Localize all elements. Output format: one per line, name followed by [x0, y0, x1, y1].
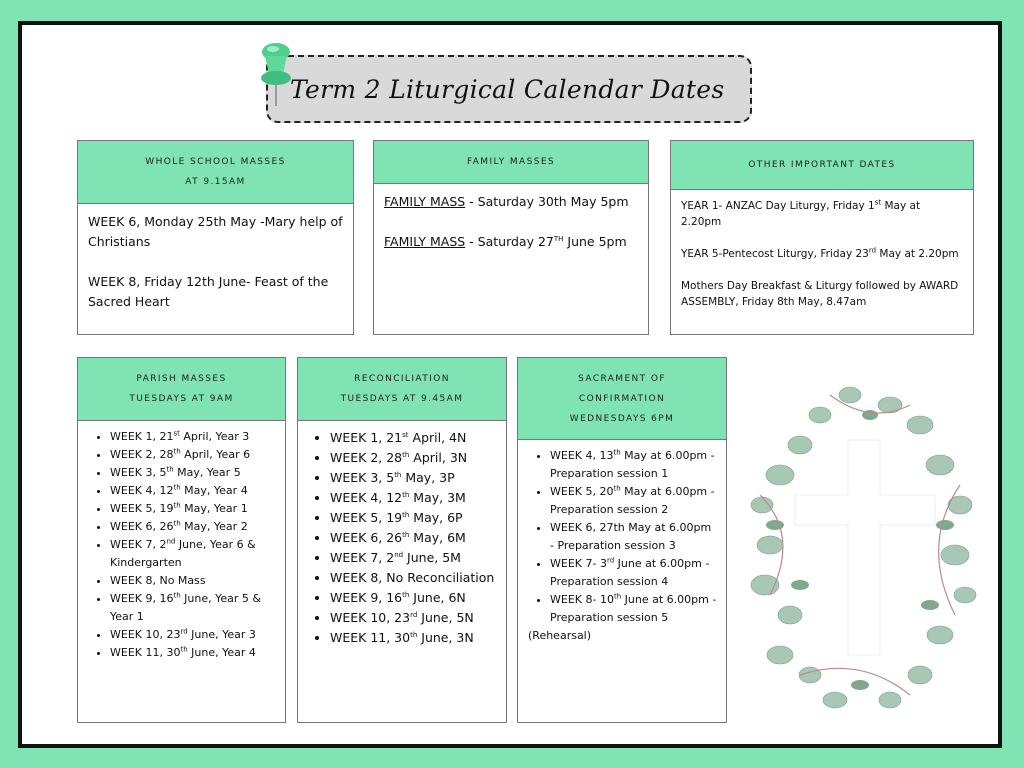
card-confirmation — [517, 357, 727, 723]
card-family-masses — [373, 140, 649, 335]
list-item: • WEEK 5, 19th May, Year 1 — [110, 500, 275, 518]
card-header — [78, 141, 353, 204]
card-header — [298, 358, 506, 421]
list-item: • WEEK 8, No Reconciliation — [330, 568, 496, 588]
list-item: • WEEK 5, 20th May at 6.00pm - Preparation session 2 — [550, 483, 718, 519]
list-item: • WEEK 1, 21st April, Year 3 — [110, 428, 275, 446]
card-body — [78, 421, 285, 670]
list-item: • WEEK 3, 5th May, Year 5 — [110, 464, 275, 482]
list-item: • WEEK 4, 13th May at 6.00pm - Preparation session 1 — [550, 447, 718, 483]
card-header — [671, 141, 973, 190]
list-item: • WEEK 7- 3rd June at 6.00pm - Preparation session 4 — [550, 555, 718, 591]
card-heading: WHOLE SCHOOL MASSES — [145, 157, 286, 167]
list-item: WEEK 6, Monday 25th May -Mary help of Christians — [88, 214, 343, 249]
parish-list — [88, 428, 275, 662]
card-heading: CONFIRMATION — [578, 393, 666, 404]
list-item: YEAR 5-Pentecost Liturgy, Friday 23rd May at 2.20pm — [681, 246, 959, 260]
card-subheading: TUESDAYS AT 9AM — [129, 394, 234, 404]
list-item: Mothers Day Breakfast & Liturgy followed by AWARD ASSEMBLY, Friday 8th May, 8.47am — [681, 280, 959, 308]
card-whole-school-masses — [77, 140, 354, 335]
card-subheading: TUESDAYS AT 9.45AM — [340, 394, 464, 404]
list-item: • WEEK 1, 21st April, 4N — [330, 428, 496, 448]
card-body — [298, 421, 506, 656]
card-other-important-dates — [670, 140, 974, 335]
card-heading: FAMILY MASSES — [466, 157, 556, 167]
list-item: • WEEK 10, 23rd June, 5N — [330, 608, 496, 628]
card-header — [518, 358, 726, 440]
list-item: • WEEK 8- 10th June at 6.00pm -Preparation session 5 — [550, 591, 718, 627]
list-item: YEAR 1- ANZAC Day Liturgy, Friday 1st May at 2.20pm — [681, 198, 921, 228]
list-item: • WEEK 7, 2nd June, Year 6 & Kindergarten — [110, 536, 275, 572]
card-parish-masses — [77, 357, 286, 723]
card-header — [374, 141, 648, 184]
list-item: • WEEK 4, 12th May, 3M — [330, 488, 496, 508]
confirmation-list — [528, 447, 718, 627]
family-mass-label: FAMILY MASS — [384, 234, 466, 249]
card-heading: PARISH MASSES — [136, 374, 227, 384]
card-heading: OTHER IMPORTANT DATES — [748, 160, 896, 170]
list-item: • WEEK 9, 16th June, 6N — [330, 588, 496, 608]
list-item: • WEEK 11, 30th June, 3N — [330, 628, 496, 648]
list-item: • WEEK 2, 28th April, 3N — [330, 448, 496, 468]
card-body — [374, 184, 648, 260]
list-item: • WEEK 2, 28th April, Year 6 — [110, 446, 275, 464]
card-heading: RECONCILIATION — [354, 374, 450, 384]
list-item: • WEEK 6, 26th May, Year 2 — [110, 518, 275, 536]
list-item: • WEEK 6, 26th May, 6M — [330, 528, 496, 548]
page-title: Term 2 Liturgical Calendar Dates — [290, 75, 725, 104]
card-body — [78, 204, 353, 320]
list-item: • WEEK 8, No Mass — [110, 572, 275, 590]
card-header — [78, 358, 285, 421]
card-reconciliation — [297, 357, 507, 723]
list-item: • WEEK 7, 2nd June, 5M — [330, 548, 496, 568]
card-subheading: AT 9.15AM — [185, 177, 246, 187]
list-item: • WEEK 3, 5th May, 3P — [330, 468, 496, 488]
card-body — [518, 440, 726, 645]
list-item: FAMILY MASS - Saturday 30th May 5pm — [384, 194, 629, 209]
list-item: FAMILY MASS - Saturday 27TH June 5pm — [384, 234, 627, 249]
rehearsal-note: (Rehearsal) — [528, 629, 592, 642]
family-mass-label: FAMILY MASS — [384, 194, 466, 209]
eucalyptus-cross-icon — [740, 355, 985, 725]
card-body — [671, 190, 973, 318]
list-item: WEEK 8, Friday 12th June- Feast of the Sacred Heart — [88, 274, 329, 309]
list-item: • WEEK 10, 23rd June, Year 3 — [110, 626, 275, 644]
list-item: • WEEK 5, 19th May, 6P — [330, 508, 496, 528]
card-heading: SACRAMENT OF — [578, 373, 666, 384]
reconciliation-list — [308, 428, 496, 648]
list-item: • WEEK 4, 12th May, Year 4 — [110, 482, 275, 500]
list-item: • WEEK 11, 30th June, Year 4 — [110, 644, 275, 662]
list-item: • WEEK 6, 27th May at 6.00pm - Preparation session 3 — [550, 519, 718, 555]
card-subheading: WEDNESDAYS 6PM — [569, 413, 675, 424]
list-item: • WEEK 9, 16th June, Year 5 & Year 1 — [110, 590, 275, 626]
